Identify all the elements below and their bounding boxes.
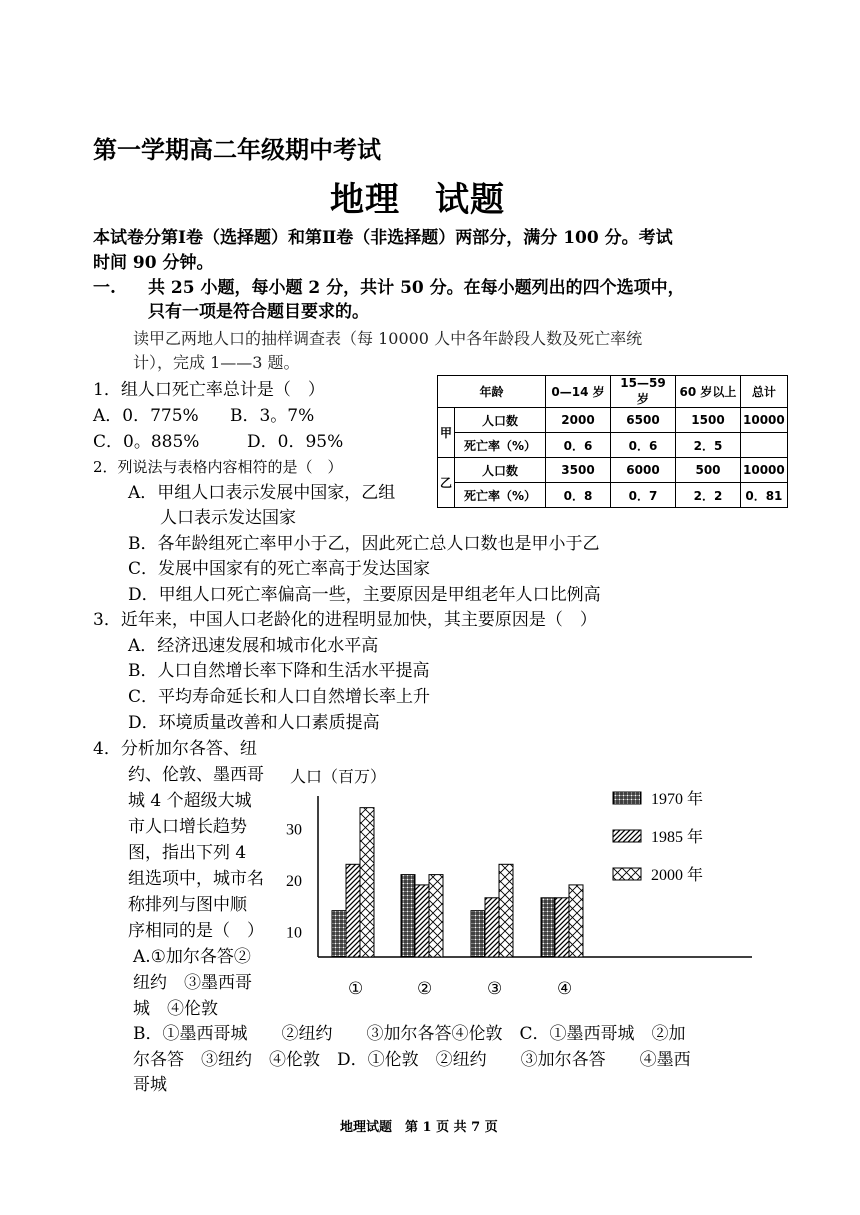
group-label-a: 甲 bbox=[438, 408, 455, 458]
q4-options-line3: 哥城 bbox=[133, 1075, 167, 1095]
table-cell: 死亡率（%） bbox=[455, 483, 546, 508]
bar bbox=[541, 898, 555, 957]
q1-option-a: A．0．775% bbox=[93, 406, 199, 426]
table-cell: 0．6 bbox=[611, 433, 676, 458]
table-header-cell: 60 岁以上 bbox=[676, 376, 741, 408]
q3-option-b: B．人口自然增长率下降和生活水平提高 bbox=[128, 661, 430, 681]
legend-label: 1985 年 bbox=[651, 829, 704, 846]
bar bbox=[555, 898, 569, 957]
q2-stem: 2．列说法与表格内容相符的是（ ） bbox=[93, 458, 343, 476]
table-cell: 0．8 bbox=[546, 483, 611, 508]
table-cell: 人口数 bbox=[455, 458, 546, 483]
q4-stem-line: 约、伦敦、墨西哥 bbox=[128, 765, 264, 785]
bar bbox=[485, 898, 499, 957]
y-tick-label: 30 bbox=[286, 821, 302, 839]
q4-stem-line: 序相同的是（ ） bbox=[128, 921, 264, 941]
legend-swatch bbox=[613, 830, 641, 842]
page-footer: 地理试题 第 1 页 共 7 页 bbox=[340, 1120, 498, 1135]
q4-stem-line: 图，指出下列 4 bbox=[128, 843, 247, 863]
table-cell: 6000 bbox=[611, 458, 676, 483]
table-cell: 2．5 bbox=[676, 433, 741, 458]
y-axis-label: 人口（百万） bbox=[290, 769, 387, 786]
q4-options-line1: B．①墨西哥城 ②纽约 ③加尔各答④伦敦 C．①墨西哥城 ②加 bbox=[133, 1024, 686, 1044]
subject-title: 地理 试题 bbox=[330, 180, 505, 220]
section-number: 一. bbox=[93, 278, 116, 298]
x-tick-label: ④ bbox=[557, 979, 573, 998]
table-header-cell: 总计 bbox=[741, 376, 788, 408]
q1-option-b: B．3。7% bbox=[230, 406, 315, 426]
q2-option-c: C．发展中国家有的死亡率高于发达国家 bbox=[128, 559, 431, 579]
section-instruction-1: 共 25 小题，每小题 2 分，共计 50 分。在每小题列出的四个选项中， bbox=[148, 278, 685, 298]
x-tick-label: ① bbox=[348, 979, 364, 998]
legend-label: 2000 年 bbox=[651, 867, 704, 884]
q2-option-d: D．甲组人口死亡率偏高一些，主要原因是甲组老年人口比例高 bbox=[128, 585, 601, 605]
y-tick-label: 20 bbox=[286, 872, 302, 890]
q4-stem-line: 组选项中，城市名 bbox=[128, 869, 264, 889]
q4-options-line2: 尔各答 ③纽约 ④伦敦 D．①伦敦 ②纽约 ③加尔各答 ④墨西 bbox=[133, 1050, 691, 1070]
table-cell: 0．7 bbox=[611, 483, 676, 508]
q2-option-a-line1: A．甲组人口表示发展中国家，乙组 bbox=[128, 483, 396, 503]
table-row bbox=[438, 433, 788, 458]
table-cell: 10000 bbox=[741, 458, 788, 483]
legend-swatch bbox=[613, 868, 641, 880]
q2-option-b: B．各年龄组死亡率甲小于乙，因此死亡总人口数也是甲小于乙 bbox=[128, 534, 600, 554]
bar bbox=[346, 864, 360, 957]
bar bbox=[360, 808, 374, 957]
section-instruction-2: 只有一项是符合题目要求的。 bbox=[148, 302, 369, 322]
bar bbox=[429, 875, 443, 957]
table-cell: 0．6 bbox=[546, 433, 611, 458]
q4-option-a-line3: 城 ④伦敦 bbox=[133, 999, 218, 1019]
q2-option-a-line2: 人口表示发达国家 bbox=[160, 508, 296, 528]
q3-stem: 3．近年来，中国人口老龄化的进程明显加快，其主要原因是（ ） bbox=[93, 610, 597, 630]
city-population-chart bbox=[280, 760, 770, 1010]
q4-option-a-line1: A.①加尔各答② bbox=[133, 947, 251, 967]
table-cell: 500 bbox=[676, 458, 741, 483]
table-cell: 人口数 bbox=[455, 408, 546, 433]
exam-title: 第一学期高二年级期中考试 bbox=[93, 135, 381, 164]
q3-option-c: C．平均寿命延长和人口自然增长率上升 bbox=[128, 687, 431, 707]
bar bbox=[569, 885, 583, 957]
legend-swatch bbox=[613, 792, 641, 804]
table-cell bbox=[741, 433, 788, 458]
table-header-row bbox=[438, 376, 788, 408]
intro-line-2: 时间 90 分钟。 bbox=[93, 253, 214, 273]
q4-stem-line: 称排列与图中顺 bbox=[128, 895, 247, 915]
x-tick-label: ② bbox=[417, 979, 433, 998]
table-cell: 死亡率（%） bbox=[455, 433, 546, 458]
table-cell: 0．81 bbox=[741, 483, 788, 508]
q4-stem-line: 4．分析加尔各答、纽 bbox=[93, 739, 257, 759]
intro-line-1: 本试卷分第Ⅰ卷（选择题）和第Ⅱ卷（非选择题）两部分，满分 100 分。考试 bbox=[93, 228, 673, 248]
legend-label: 1970 年 bbox=[651, 791, 704, 808]
table-header-cell: 15—59 岁 bbox=[611, 376, 676, 408]
table-row bbox=[438, 408, 788, 433]
group-label-b: 乙 bbox=[438, 458, 455, 508]
q3-option-a: A．经济迅速发展和城市化水平高 bbox=[128, 636, 379, 656]
q4-stem-line: 市人口增长趋势 bbox=[128, 817, 247, 837]
bar bbox=[415, 885, 429, 957]
q1-stem: 1．组人口死亡率总计是（ ） bbox=[93, 380, 325, 400]
table-row bbox=[438, 458, 788, 483]
table-cell: 3500 bbox=[546, 458, 611, 483]
bar bbox=[332, 911, 346, 957]
x-tick-label: ③ bbox=[487, 979, 503, 998]
table-cell: 2000 bbox=[546, 408, 611, 433]
table-row bbox=[438, 483, 788, 508]
bar bbox=[401, 875, 415, 957]
q4-option-a-line2: 纽约 ③墨西哥 bbox=[133, 973, 252, 993]
y-tick-label: 10 bbox=[286, 924, 302, 942]
population-table bbox=[437, 375, 788, 508]
bar bbox=[499, 864, 513, 957]
bar bbox=[471, 911, 485, 957]
reading-prompt-1: 读甲乙两地人口的抽样调查表（每 10000 人中各年龄段人数及死亡率统 bbox=[133, 329, 643, 348]
table-cell: 6500 bbox=[611, 408, 676, 433]
q1-option-c: C．0。885% bbox=[93, 432, 200, 452]
q1-option-d: D．0．95% bbox=[247, 432, 344, 452]
table-cell: 10000 bbox=[741, 408, 788, 433]
table-header-cell: 0—14 岁 bbox=[546, 376, 611, 408]
q3-option-d: D．环境质量改善和人口素质提高 bbox=[128, 713, 380, 733]
table-cell: 1500 bbox=[676, 408, 741, 433]
q4-stem-line: 城 4 个超级大城 bbox=[128, 791, 252, 811]
table-header-cell: 年龄 bbox=[438, 376, 546, 408]
reading-prompt-2: 计），完成 1——3 题。 bbox=[133, 353, 300, 372]
table-cell: 2．2 bbox=[676, 483, 741, 508]
